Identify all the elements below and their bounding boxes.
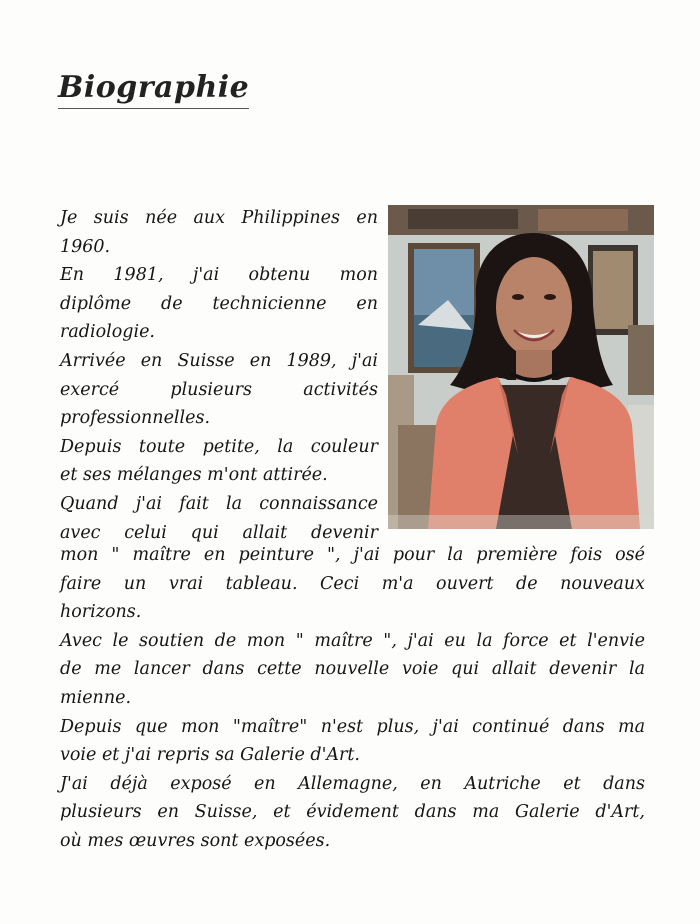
text-line: Depuis toute petite, la couleur [60, 436, 378, 457]
text-line: radiologie. [60, 322, 155, 343]
text-line: où mes œuvres sont exposées. [60, 830, 331, 851]
text-line: 1960. [60, 236, 111, 257]
portrait-photo [388, 205, 654, 529]
text-line: Arrivée en Suisse en 1989, j'ai [60, 350, 378, 371]
text-line: et ses mélanges m'ont attirée. [60, 465, 328, 486]
text-line: plusieurs en Suisse, et évidement dans ma Galerie d'Art, [60, 802, 645, 823]
text-line: diplôme de technicienne en [60, 293, 378, 314]
text-line: de me lancer dans cette nouvelle voie qui allait devenir la [60, 659, 645, 680]
page-title: Biographie [58, 70, 249, 109]
text-line: faire un vrai tableau. Ceci m'a ouvert de nouveaux [60, 573, 645, 594]
biography-text-wide [60, 541, 645, 856]
text-line: Avec le soutien de mon " maître ", j'ai eu la force et l'envie [60, 630, 645, 651]
text-line: professionnelles. [60, 408, 211, 429]
text-line: exercé plusieurs activités [60, 379, 378, 400]
text-line: J'ai déjà exposé en Allemagne, en Autriche et dans [60, 773, 645, 794]
text-line: En 1981, j'ai obtenu mon [60, 265, 378, 286]
text-line: mienne. [60, 687, 132, 708]
text-line: avec celui qui allait devenir [60, 522, 378, 543]
text-line: horizons. [60, 602, 142, 623]
text-line: Depuis que mon "maître" n'est plus, j'ai continué dans ma [60, 716, 645, 737]
biography-text-narrow [60, 204, 378, 547]
text-line: Quand j'ai fait la connaissance [60, 493, 378, 514]
text-line: voie et j'ai repris sa Galerie d'Art. [60, 745, 360, 766]
text-line: mon " maître en peinture ", j'ai pour la première fois osé [60, 545, 645, 565]
text-line: Je suis née aux Philippines en [60, 208, 378, 228]
